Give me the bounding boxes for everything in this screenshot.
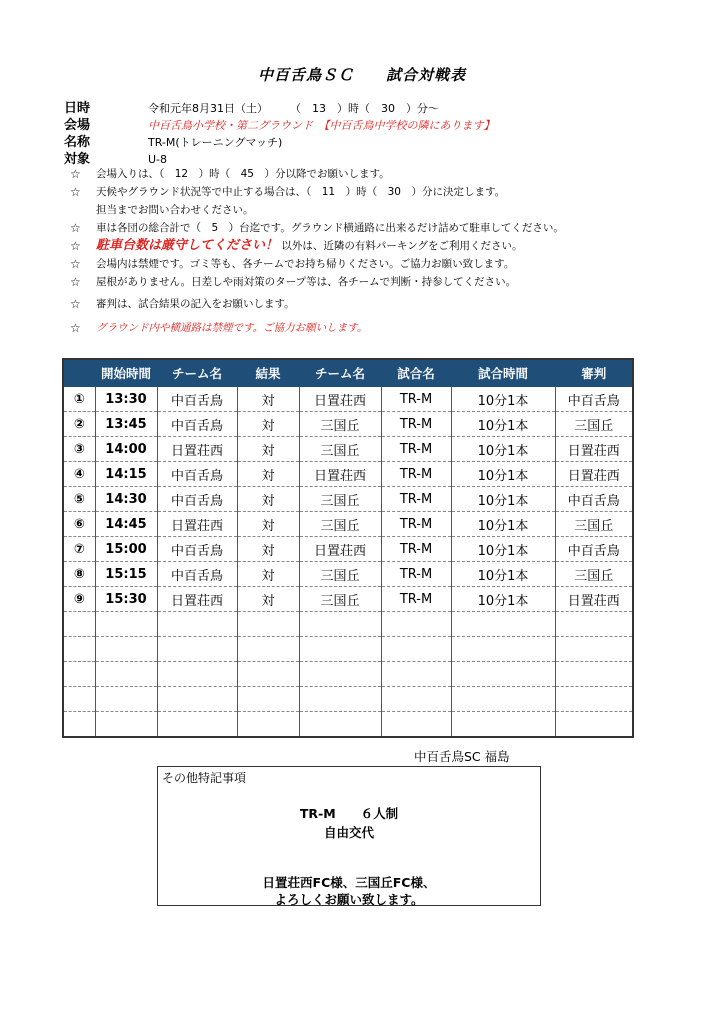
versus-cell: 対 — [237, 412, 299, 437]
referee-cell — [555, 637, 633, 662]
match-name-cell: TR-M — [381, 487, 451, 512]
team-b-cell: 日置荘西 — [299, 387, 381, 412]
signature: 中百舌鳥SC 福島 — [414, 749, 510, 764]
remarks-heading: その他特記事項 — [162, 771, 247, 785]
start-time-cell: 14:00 — [95, 437, 157, 462]
match-number-cell — [63, 612, 95, 637]
table-row — [63, 512, 633, 537]
match-duration-cell: 10分1本 — [451, 487, 555, 512]
versus-cell: 対 — [237, 437, 299, 462]
note-text: 屋根がありません。日差しや雨対策のタープ等は、各チームで判断・持参してください。 — [96, 276, 517, 288]
table-row — [63, 387, 633, 412]
remarks-line: TR-M ６人制 — [299, 806, 399, 821]
versus-cell: 対 — [237, 487, 299, 512]
note-text: グラウンド内や横通路は禁煙です。ご協力お願いします。 — [96, 322, 368, 334]
note-text: 車は各団の総合計で（ 5 ）台迄です。グラウンド横通路に出来るだけ詰めて駐車してください。 — [96, 222, 564, 234]
referee-cell — [555, 612, 633, 637]
versus-cell: 対 — [237, 537, 299, 562]
column-header — [63, 359, 95, 387]
referee-cell: 三国丘 — [555, 412, 633, 437]
team-a-cell: 日置荘西 — [157, 512, 237, 537]
team-a-cell: 中百舌鳥 — [157, 562, 237, 587]
note-item — [70, 319, 710, 337]
start-time-cell: 14:45 — [95, 512, 157, 537]
match-number-cell: ⑥ — [63, 512, 95, 537]
team-a-cell — [157, 687, 237, 712]
match-name-cell — [381, 612, 451, 637]
team-b-cell — [299, 637, 381, 662]
date-label: 日時 — [64, 101, 91, 116]
match-number-cell — [63, 637, 95, 662]
team-b-cell: 三国丘 — [299, 587, 381, 612]
versus-cell: 対 — [237, 587, 299, 612]
match-name-cell: TR-M — [381, 562, 451, 587]
start-time-cell: 14:15 — [95, 462, 157, 487]
notes-list — [70, 165, 710, 337]
date-value: 令和元年8月31日（土） （ 13 ）時（ 30 ）分～ — [148, 102, 439, 115]
match-name-cell: TR-M — [381, 412, 451, 437]
versus-cell: 対 — [237, 562, 299, 587]
referee-cell: 中百舌鳥 — [555, 387, 633, 412]
note-text: 担当までお問い合わせください。 — [96, 204, 254, 216]
start-time-cell — [95, 612, 157, 637]
team-b-cell: 三国丘 — [299, 562, 381, 587]
match-duration-cell: 10分1本 — [451, 587, 555, 612]
name-label: 名称 — [64, 135, 91, 150]
referee-cell: 三国丘 — [555, 562, 633, 587]
referee-cell — [555, 687, 633, 712]
versus-cell — [237, 687, 299, 712]
team-b-cell — [299, 612, 381, 637]
column-header: 開始時間 — [95, 359, 157, 387]
match-duration-cell — [451, 687, 555, 712]
match-duration-cell: 10分1本 — [451, 387, 555, 412]
match-duration-cell — [451, 637, 555, 662]
start-time-cell: 13:45 — [95, 412, 157, 437]
match-number-cell: ③ — [63, 437, 95, 462]
note-text: 会場入りは、（ 12 ）時（ 45 ）分以降でお願いします。 — [96, 168, 390, 180]
table-row — [63, 562, 633, 587]
team-b-cell: 三国丘 — [299, 437, 381, 462]
match-name-cell: TR-M — [381, 537, 451, 562]
referee-cell — [555, 662, 633, 687]
start-time-cell — [95, 662, 157, 687]
team-b-cell: 日置荘西 — [299, 462, 381, 487]
match-duration-cell: 10分1本 — [451, 512, 555, 537]
star-icon: ☆ — [70, 257, 81, 271]
referee-cell: 中百舌鳥 — [555, 487, 633, 512]
match-number-cell: ⑦ — [63, 537, 95, 562]
star-icon: ☆ — [70, 221, 81, 235]
note-item — [70, 237, 710, 255]
table-row — [63, 412, 633, 437]
start-time-cell: 15:00 — [95, 537, 157, 562]
referee-cell: 中百舌鳥 — [555, 537, 633, 562]
team-a-cell — [157, 662, 237, 687]
match-number-cell: ⑤ — [63, 487, 95, 512]
table-row — [63, 687, 633, 712]
venue-value: 中百舌鳥小学校・第二グラウンド 【中百舌鳥中学校の隣にあります】 — [148, 119, 495, 132]
match-name-cell: TR-M — [381, 587, 451, 612]
remarks-line: よろしくお願い致します。 — [274, 892, 424, 907]
team-b-cell — [299, 662, 381, 687]
table-row — [63, 587, 633, 612]
match-name-cell — [381, 662, 451, 687]
note-item — [70, 219, 710, 237]
team-a-cell — [157, 612, 237, 637]
star-icon: ☆ — [70, 185, 81, 199]
table-row — [63, 637, 633, 662]
star-icon: ☆ — [70, 275, 81, 289]
versus-cell: 対 — [237, 387, 299, 412]
match-duration-cell: 10分1本 — [451, 562, 555, 587]
event-info — [64, 100, 684, 168]
table-row — [63, 487, 633, 512]
match-duration-cell: 10分1本 — [451, 537, 555, 562]
match-duration-cell: 10分1本 — [451, 412, 555, 437]
note-text: 天候やグラウンド状況等で中止する場合は、（ 11 ）時（ 30 ）分に決定します。 — [96, 186, 506, 198]
name-value: TR-M(トレーニングマッチ) — [148, 136, 283, 149]
start-time-cell — [95, 687, 157, 712]
versus-cell: 対 — [237, 512, 299, 537]
table-row — [63, 437, 633, 462]
venue-label: 会場 — [64, 118, 91, 133]
referee-cell — [555, 712, 633, 738]
column-header: 試合時間 — [451, 359, 555, 387]
team-a-cell: 日置荘西 — [157, 437, 237, 462]
versus-cell — [237, 662, 299, 687]
match-number-cell: ② — [63, 412, 95, 437]
column-header: チーム名 — [299, 359, 381, 387]
team-a-cell: 中百舌鳥 — [157, 462, 237, 487]
start-time-cell — [95, 712, 157, 738]
match-number-cell — [63, 687, 95, 712]
match-duration-cell — [451, 612, 555, 637]
remarks-line: 自由交代 — [323, 825, 374, 840]
team-a-cell: 中百舌鳥 — [157, 487, 237, 512]
match-number-cell: ⑧ — [63, 562, 95, 587]
date-row — [64, 100, 684, 117]
match-duration-cell — [451, 712, 555, 738]
match-name-cell: TR-M — [381, 437, 451, 462]
target-label: 対象 — [64, 152, 91, 167]
match-duration-cell: 10分1本 — [451, 462, 555, 487]
remarks-box — [157, 766, 541, 906]
match-name-cell: TR-M — [381, 512, 451, 537]
start-time-cell: 14:30 — [95, 487, 157, 512]
team-a-cell: 日置荘西 — [157, 587, 237, 612]
team-b-cell: 日置荘西 — [299, 537, 381, 562]
column-header: チーム名 — [157, 359, 237, 387]
star-icon: ☆ — [70, 297, 81, 311]
team-a-cell — [157, 712, 237, 738]
venue-row — [64, 117, 684, 134]
note-item — [70, 255, 710, 273]
match-name-cell: TR-M — [381, 387, 451, 412]
versus-cell — [237, 712, 299, 738]
match-number-cell — [63, 662, 95, 687]
page-title: 中百舌鳥ＳＣ 試合対戦表 — [257, 66, 466, 84]
target-value: U-8 — [148, 153, 168, 166]
note-item — [70, 201, 710, 219]
note-text: 以外は、近隣の有料パーキングをご利用ください。 — [281, 240, 523, 252]
star-icon: ☆ — [70, 167, 81, 181]
name-row — [64, 134, 684, 151]
start-time-cell: 15:15 — [95, 562, 157, 587]
column-header: 試合名 — [381, 359, 451, 387]
note-text-with-emphasis — [96, 237, 523, 255]
column-header: 結果 — [237, 359, 299, 387]
remarks-line: 日置荘西FC様、三国丘FC様、 — [262, 875, 436, 890]
table-row — [63, 462, 633, 487]
team-a-cell: 中百舌鳥 — [157, 537, 237, 562]
match-number-cell: ④ — [63, 462, 95, 487]
match-schedule-table — [62, 358, 634, 738]
match-number-cell: ⑨ — [63, 587, 95, 612]
parking-warning: 駐車台数は厳守してください！ — [96, 238, 279, 253]
match-duration-cell: 10分1本 — [451, 437, 555, 462]
match-name-cell — [381, 637, 451, 662]
table-body — [63, 387, 633, 738]
match-number-cell — [63, 712, 95, 738]
note-item — [70, 273, 710, 291]
match-duration-cell — [451, 662, 555, 687]
star-icon: ☆ — [70, 239, 81, 253]
table-row — [63, 712, 633, 738]
referee-cell: 日置荘西 — [555, 437, 633, 462]
team-b-cell: 三国丘 — [299, 412, 381, 437]
referee-cell: 日置荘西 — [555, 587, 633, 612]
note-item — [70, 165, 710, 183]
referee-cell: 三国丘 — [555, 512, 633, 537]
start-time-cell — [95, 637, 157, 662]
table-row — [63, 662, 633, 687]
table-row — [63, 612, 633, 637]
note-item — [70, 295, 710, 313]
team-a-cell: 中百舌鳥 — [157, 412, 237, 437]
star-icon: ☆ — [70, 321, 81, 335]
versus-cell — [237, 612, 299, 637]
note-text: 審判は、試合結果の記入をお願いします。 — [96, 298, 295, 310]
start-time-cell: 15:30 — [95, 587, 157, 612]
team-b-cell: 三国丘 — [299, 512, 381, 537]
match-number-cell: ① — [63, 387, 95, 412]
match-name-cell — [381, 687, 451, 712]
team-b-cell: 三国丘 — [299, 487, 381, 512]
note-item — [70, 183, 710, 201]
table-header-row — [63, 359, 633, 387]
start-time-cell: 13:30 — [95, 387, 157, 412]
team-a-cell — [157, 637, 237, 662]
referee-cell: 日置荘西 — [555, 462, 633, 487]
match-name-cell — [381, 712, 451, 738]
table-row — [63, 537, 633, 562]
team-a-cell: 中百舌鳥 — [157, 387, 237, 412]
team-b-cell — [299, 712, 381, 738]
note-text: 会場内は禁煙です。ゴミ等も、各チームでお持ち帰りください。ご協力お願い致します。 — [96, 258, 515, 270]
versus-cell — [237, 637, 299, 662]
team-b-cell — [299, 687, 381, 712]
versus-cell: 対 — [237, 462, 299, 487]
match-name-cell: TR-M — [381, 462, 451, 487]
column-header: 審判 — [555, 359, 633, 387]
